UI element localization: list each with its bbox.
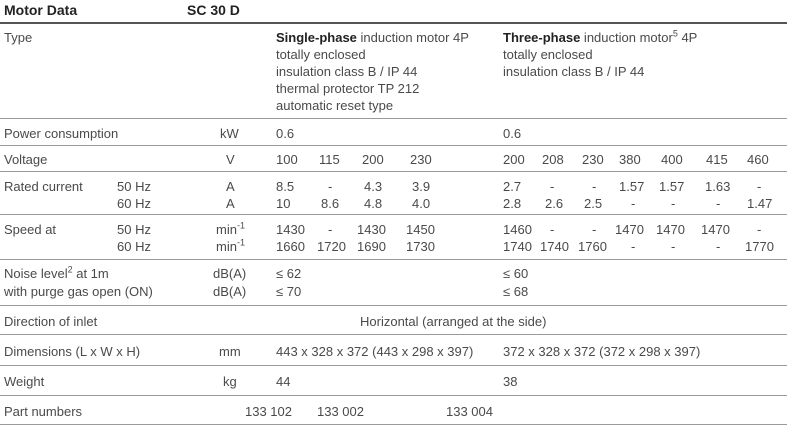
weight-unit: kg [223,374,237,389]
voltage-value: 230 [410,152,432,167]
power-three: 0.6 [503,126,522,141]
power-single: 0.6 [276,126,295,141]
single-phase-type: Single-phase induction motor 4P [276,30,469,45]
row-divider [0,214,787,215]
inlet-label: Direction of inlet [4,314,98,329]
row-divider [0,424,787,425]
rated-label: Rated current [4,179,83,194]
model-name: SC 30 D [187,2,240,18]
voltage-value: 200 [362,152,384,167]
row-divider [0,395,787,396]
speed-label: Speed at [4,222,57,237]
voltage-value: 380 [619,152,641,167]
rated-cell: 2.7 [503,179,522,194]
row-divider [0,259,787,260]
part-number: 133 002 [317,404,364,419]
row-divider [0,171,787,172]
weight-three: 38 [503,374,518,389]
dimensions-unit: mm [219,344,241,359]
rated-cell: 8.6 [321,196,340,211]
rated-cell: - [328,179,333,194]
power-label: Power consumption [4,126,119,141]
dimensions-three: 372 x 328 x 372 (372 x 298 x 397) [503,344,701,359]
voltage-value: 460 [747,152,769,167]
speed-freq-50: 50 Hz [117,222,151,237]
single-type-line: automatic reset type [276,98,394,113]
speed-cell: - [592,222,597,237]
noise-unit: dB(A) [213,284,247,299]
single-type-line: insulation class B / IP 44 [276,64,418,79]
speed-cell: 1770 [745,239,774,254]
rated-cell: - [757,179,762,194]
rated-cell: - [592,179,597,194]
rated-cell: - [716,196,721,211]
noise-unit: dB(A) [213,266,247,281]
row-divider [0,145,787,146]
rated-cell: 2.5 [584,196,603,211]
row-divider [0,334,787,335]
voltage-value: 100 [276,152,298,167]
three-type-line: insulation class B / IP 44 [503,64,645,79]
noise-label-purge: with purge gas open (ON) [4,284,153,299]
rated-cell: 4.8 [364,196,383,211]
rated-freq-50: 50 Hz [117,179,151,194]
noise-three: ≤ 60 [503,266,529,281]
voltage-unit: V [226,152,235,167]
rated-cell: 10 [276,196,291,211]
speed-unit: $\min^{-1}$ [216,220,245,237]
speed-cell: 1660 [276,239,305,254]
voltage-value: 400 [661,152,683,167]
row-divider [0,118,787,119]
row-divider [0,365,787,366]
type-label: Type [4,30,33,45]
speed-cell: 1430 [357,222,386,237]
weight-single: 44 [276,374,291,389]
dimensions-label: Dimensions (L x W x H) [4,344,141,359]
speed-cell: - [757,222,762,237]
rated-cell: 1.47 [747,196,773,211]
part-number: 133 102 [245,404,292,419]
rated-cell: - [671,196,676,211]
rated-cell: 2.8 [503,196,522,211]
speed-cell: 1690 [357,239,386,254]
rated-cell: 8.5 [276,179,295,194]
three-type-line: totally enclosed [503,47,593,62]
voltage-value: 208 [542,152,564,167]
speed-cell: - [716,239,721,254]
noise-label: Noise level$^2$ at 1m [4,264,109,281]
speed-cell: - [631,239,636,254]
part-number: 133 004 [446,404,493,419]
speed-unit: $\min^{-1}$ [216,237,245,254]
rated-unit: A [226,196,235,211]
speed-cell: - [671,239,676,254]
speed-cell: 1470 [701,222,730,237]
table-title: Motor Data [4,2,78,18]
power-unit: kW [220,126,239,141]
rated-cell: 3.9 [412,179,431,194]
speed-cell: 1720 [317,239,346,254]
three-phase-type: Three-phase induction motor$^5$ 4P [503,28,698,45]
noise-single-purge: ≤ 70 [276,284,302,299]
single-type-line: thermal protector TP 212 [276,81,420,96]
dimensions-single: 443 x 328 x 372 (443 x 298 x 397) [276,344,474,359]
row-divider [0,305,787,306]
speed-cell: 1760 [578,239,607,254]
inlet-value: Horizontal (arranged at the side) [360,314,547,329]
single-type-line: totally enclosed [276,47,366,62]
speed-cell: 1460 [503,222,532,237]
header-rule [0,22,787,24]
speed-cell: - [328,222,333,237]
voltage-value: 115 [319,152,340,167]
noise-single: ≤ 62 [276,266,302,281]
rated-cell: 2.6 [545,196,564,211]
speed-cell: 1740 [503,239,532,254]
speed-freq-60: 60 Hz [117,239,151,254]
rated-freq-60: 60 Hz [117,196,151,211]
speed-cell: 1470 [615,222,644,237]
parts-label: Part numbers [4,404,83,419]
speed-cell: - [550,222,555,237]
rated-cell: 4.0 [412,196,431,211]
speed-cell: 1430 [276,222,305,237]
speed-cell: 1730 [406,239,435,254]
rated-unit: A [226,179,235,194]
speed-cell: 1450 [406,222,435,237]
rated-cell: 1.63 [705,179,731,194]
noise-three-purge: ≤ 68 [503,284,529,299]
rated-cell: 1.57 [619,179,645,194]
speed-cell: 1740 [540,239,569,254]
voltage-value: 230 [582,152,604,167]
rated-cell: 4.3 [364,179,383,194]
speed-cell: 1470 [656,222,685,237]
voltage-label: Voltage [4,152,48,167]
rated-cell: 1.57 [659,179,685,194]
weight-label: Weight [4,374,45,389]
voltage-value: 200 [503,152,525,167]
rated-cell: - [550,179,555,194]
voltage-value: 415 [706,152,728,167]
rated-cell: - [631,196,636,211]
